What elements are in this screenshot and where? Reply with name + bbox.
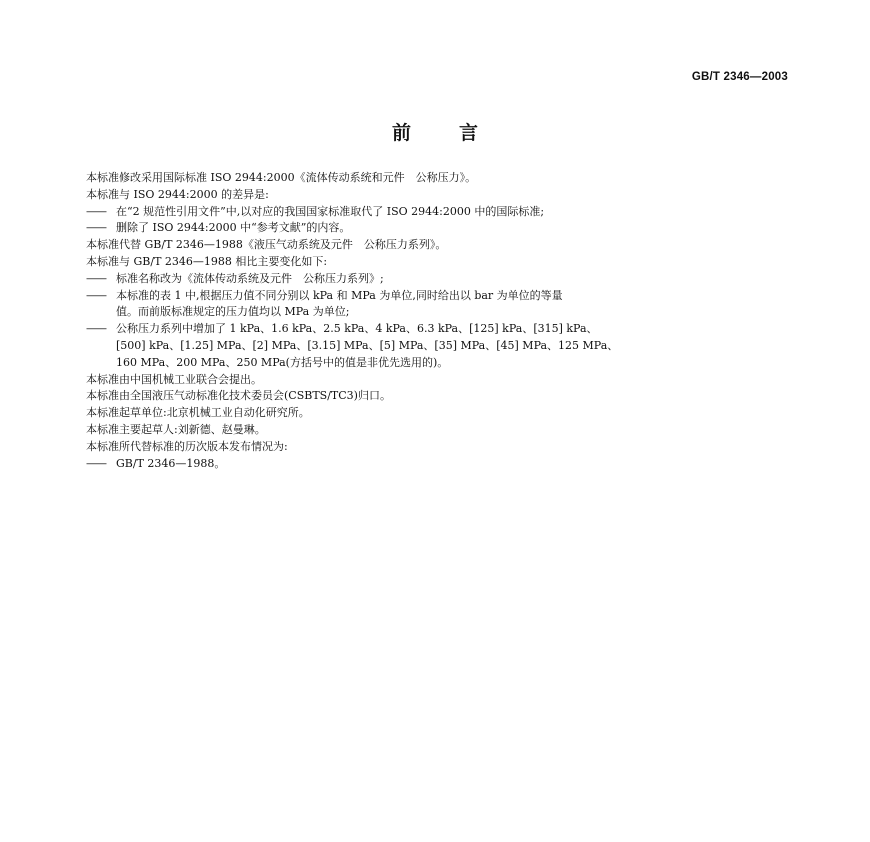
list-item: [86, 288, 806, 322]
list-dash: ——: [86, 456, 106, 470]
body-text: [86, 170, 806, 472]
paragraph: 本标准由全国液压气动标准化技术委员会(CSBTS/TC3)归口。: [86, 389, 391, 403]
list-item: [86, 204, 806, 221]
list-item: [86, 321, 806, 371]
list-item-line: 在“2 规范性引用文件”中,以对应的我国国家标准取代了 ISO 2944:2000 中的国际标准;: [116, 204, 545, 218]
list-item-line: 标准名称改为《流体传动系统及元件 公称压力系列》;: [116, 271, 384, 285]
list-item: [86, 220, 806, 237]
list-item-text: [116, 456, 806, 473]
list-dash: ——: [86, 271, 106, 285]
paragraph: 本标准与 ISO 2944:2000 的差异是:: [86, 187, 269, 201]
list-item-line: 值。而前版标准规定的压力值均以 MPa 为单位;: [116, 305, 350, 319]
list-item: [86, 456, 806, 473]
list-item-line: GB/T 2346—1988。: [116, 456, 226, 470]
list-item-line: 公称压力系列中增加了 1 kPa、1.6 kPa、2.5 kPa、4 kPa、6.3 kPa、[125] kPa、[315] kPa、: [116, 322, 598, 336]
list-dash: ——: [86, 322, 106, 336]
list-item-line: 删除了 ISO 2944:2000 中“参考文献”的内容。: [116, 221, 351, 235]
list-item-text: [116, 204, 806, 221]
paragraph: 本标准起草单位:北京机械工业自动化研究所。: [86, 406, 310, 420]
paragraph: 本标准代替 GB/T 2346—1988《液压气动系统及元件 公称压力系列》。: [86, 238, 447, 252]
paragraph: 本标准与 GB/T 2346—1988 相比主要变化如下:: [86, 254, 328, 268]
paragraph: 本标准所代替标准的历次版本发布情况为:: [86, 439, 288, 453]
title-char-2: 言: [459, 122, 479, 144]
standard-code: GB/T 2346—2003: [691, 71, 788, 83]
list-item-line: 160 MPa、200 MPa、250 MPa(方括号中的值是非优先选用的)。: [116, 355, 449, 369]
list-item-line: [500] kPa、[1.25] MPa、[2] MPa、[3.15] MPa、[5] MPa、[35] MPa、[45] MPa、125 MPa、: [116, 338, 619, 352]
list-dash: ——: [86, 288, 106, 302]
paragraph: 本标准修改采用国际标准 ISO 2944:2000《流体传动系统和元件 公称压力》。: [86, 171, 477, 184]
list-dash: ——: [86, 204, 106, 218]
list-item: [86, 271, 806, 288]
list-item-text: [116, 271, 806, 288]
paragraph: 本标准由中国机械工业联合会提出。: [86, 372, 262, 386]
page-title: [0, 118, 870, 145]
list-item-text: [116, 288, 806, 322]
list-item-text: [116, 321, 806, 371]
title-char-1: 前: [391, 122, 411, 144]
list-dash: ——: [86, 221, 106, 235]
list-item-text: [116, 220, 806, 237]
list-item-line: 本标准的表 1 中,根据压力值不同分别以 kPa 和 MPa 为单位,同时给出以 bar 为单位的等量: [116, 288, 563, 302]
paragraph: 本标准主要起草人:刘新德、赵曼琳。: [86, 422, 266, 436]
